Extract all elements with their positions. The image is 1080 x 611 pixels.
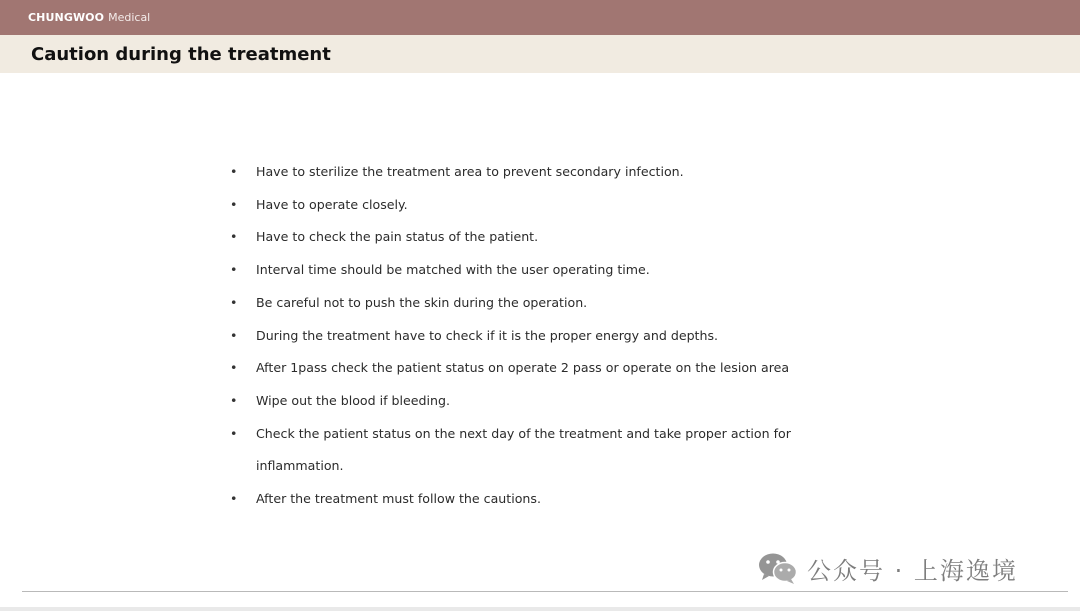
list-item-text: Wipe out the blood if bleeding. (256, 392, 451, 408)
list-item (230, 352, 810, 385)
brand-suffix: Medical (108, 11, 151, 24)
bullet-mark: • (230, 262, 238, 278)
bullet-mark: • (230, 294, 238, 310)
bullet-mark: • (230, 164, 238, 179)
list-item-text: Have to operate closely. (256, 196, 408, 212)
list-item (230, 385, 810, 418)
list-item-text: After the treatment must follow the cautions. (256, 491, 541, 507)
footer-divider (22, 591, 1068, 592)
wechat-icon (757, 551, 799, 585)
list-item-text: During the treatment have to check if it is the proper energy and depths. (256, 327, 719, 343)
bullet-mark: • (230, 327, 238, 343)
list-item-text: Be careful not to push the skin during the operation. (256, 294, 588, 310)
list-item (230, 189, 810, 222)
footer-band (0, 607, 1080, 611)
list-item (230, 254, 810, 287)
bullet-mark: • (230, 425, 238, 441)
list-item (230, 287, 810, 320)
watermark (757, 550, 1018, 586)
list-item-text: Have to sterilize the treatment area to prevent secondary infection. (256, 164, 684, 179)
watermark-text: 公众号 · 上海逸境 (807, 556, 1018, 585)
bullet-mark: • (230, 392, 238, 408)
bullet-mark: • (230, 360, 238, 376)
list-item-text: Check the patient status on the next day of the treatment and take proper action for inflammation. (256, 425, 791, 474)
list-item-text: Interval time should be matched with the user operating time. (256, 262, 650, 278)
bullet-mark: • (230, 196, 238, 212)
header-bar (0, 0, 1080, 35)
list-item (230, 418, 810, 483)
list-item-text: After 1pass check the patient status on operate 2 pass or operate on the lesion area (256, 360, 790, 376)
bullet-mark: • (230, 491, 238, 507)
page-title: Caution during the treatment (31, 43, 331, 65)
title-bar (0, 35, 1080, 73)
caution-list (230, 156, 810, 516)
bullet-mark: • (230, 229, 238, 245)
list-item (230, 320, 810, 353)
list-item-text: Have to check the pain status of the patient. (256, 229, 539, 245)
list-item (230, 156, 810, 189)
brand-name: CHUNGWOO (28, 11, 105, 24)
list-item (230, 221, 810, 254)
list-item (230, 483, 810, 516)
